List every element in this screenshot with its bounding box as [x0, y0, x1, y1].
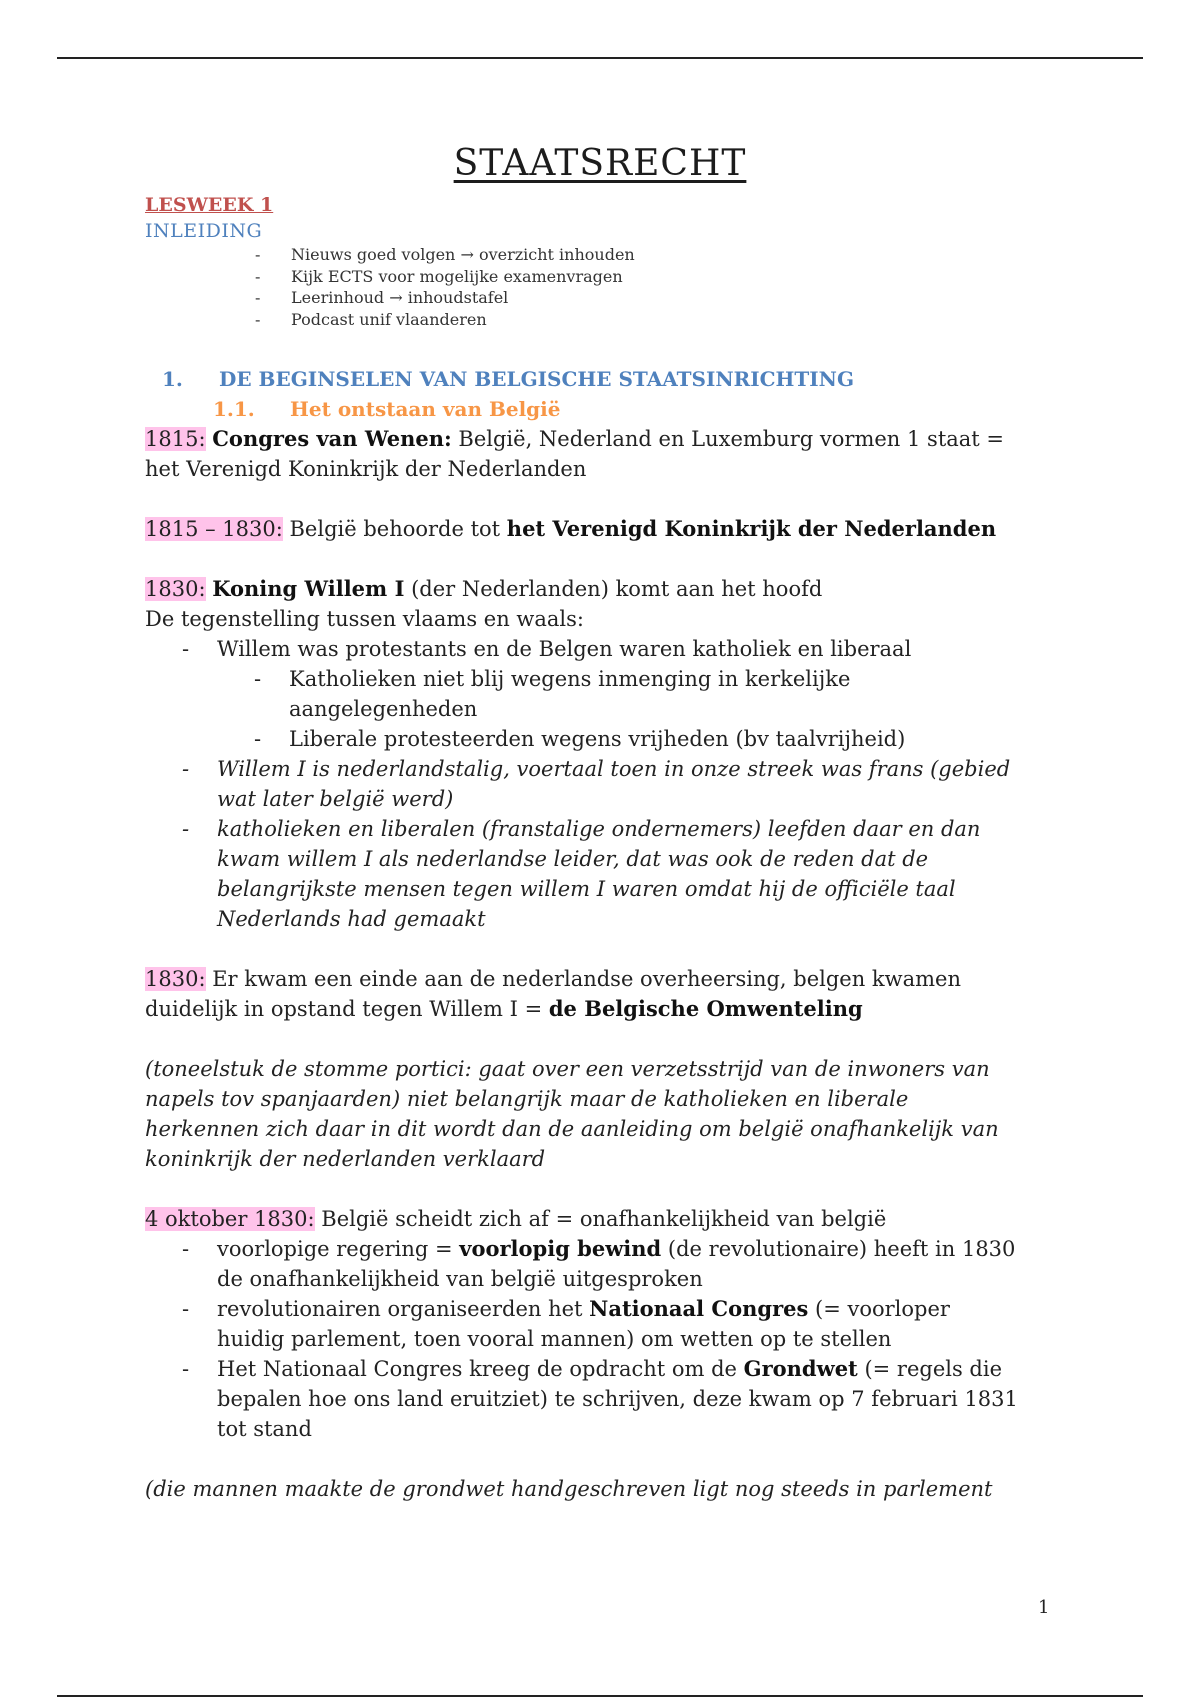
bold-term: Grondwet: [743, 1356, 858, 1381]
list-item: - Willem was protestants en de Belgen waren katholiek en liberaal - Katholieken niet blij wegens inmenging in kerkelijke aangelegenheden - Liberale protesteerden wegens vrijheden (bv taalvrijheid): [145, 634, 1065, 754]
subsection-heading-1-1: [145, 394, 1065, 424]
bold-term: het Verenigd Koninkrijk der Nederlanden: [506, 516, 997, 541]
sub-list: [217, 664, 1065, 754]
tegenstelling-list: [145, 634, 1065, 934]
page-number: 1: [1038, 1597, 1050, 1618]
paragraph-4-oktober: 4 oktober 1830: België scheidt zich af = onafhankelijkheid van belgië: [145, 1207, 887, 1231]
paragraph-1830-willem: 1830: Koning Willem I (der Nederlanden) komt aan het hoofd De tegenstelling tussen vlaams en waals:: [145, 576, 823, 631]
paragraph-grondwet-note: (die mannen maakte de grondwet handgeschreven ligt nog steeds in parlement: [145, 1477, 993, 1501]
bold-term: Congres van Wenen:: [212, 426, 452, 451]
document-body: [145, 192, 1065, 1504]
paragraph-1815-1830: 1815 – 1830: België behoorde tot het Verenigd Koninkrijk der Nederlanden: [145, 516, 997, 541]
date-highlight: 1830:: [145, 967, 206, 991]
date-highlight: 1830:: [145, 577, 206, 601]
bold-term: de Belgische Omwenteling: [548, 996, 863, 1021]
section-heading-1: [145, 364, 1065, 394]
list-item: - Katholieken niet blij wegens inmenging in kerkelijke aangelegenheden: [217, 664, 1065, 724]
page-title: STAATSRECHT: [453, 143, 747, 184]
paragraph-1815: 1815: Congres van Wenen: België, Nederland en Luxemburg vormen 1 staat = het Verenigd Koninkrijk der Nederlanden: [145, 426, 1005, 481]
date-highlight: 4 oktober 1830:: [145, 1207, 315, 1231]
list-item: - Liberale protesteerden wegens vrijheden (bv taalvrijheid): [217, 724, 1065, 754]
list-item: - Nieuws goed volgen → overzicht inhouden: [255, 244, 1065, 266]
list-item: - Podcast unif vlaanderen: [255, 309, 1065, 331]
inleiding-list: [255, 244, 1065, 330]
bold-term: voorlopig bewind: [459, 1236, 662, 1261]
list-item: - Leerinhoud → inhoudstafel: [255, 287, 1065, 309]
list-item: - Willem I is nederlandstalig, voertaal toen in onze streek was frans (gebied wat later belgië werd): [145, 754, 1065, 814]
onafhankelijkheid-list: [145, 1234, 1065, 1444]
footer-rule: [57, 1695, 1143, 1697]
header-rule: [57, 57, 1143, 59]
bold-term: Koning Willem I: [212, 576, 405, 601]
subsection-number: 1.1.: [213, 397, 255, 421]
list-item: - Kijk ECTS voor mogelijke examenvragen: [255, 266, 1065, 288]
section-title: DE BEGINSELEN VAN BELGISCHE STAATSINRICHTING: [219, 367, 855, 391]
list-item: - katholieken en liberalen (franstalige ondernemers) leefden daar en dan kwam willem I als nederlandse leider, dat was ook de reden dat de belangrijkste mensen tegen willem I waren omdat hij de officiële taal Nederlands had gemaakt: [145, 814, 1065, 934]
section-number: 1.: [162, 367, 183, 391]
inleiding-heading: INLEIDING: [145, 220, 263, 242]
list-item: - voorlopige regering = voorlopig bewind (de revolutionaire) heeft in 1830 de onafhankelijkheid van belgië uitgesproken: [145, 1234, 1065, 1294]
date-highlight: 1815 – 1830:: [145, 517, 283, 541]
list-item: - revolutionairen organiseerden het Nationaal Congres (= voorloper huidig parlement, toen vooral mannen) om wetten op te stellen: [145, 1294, 1065, 1354]
lesweek-label: LESWEEK 1: [145, 194, 274, 216]
paragraph-toneelstuk: (toneelstuk de stomme portici: gaat over een verzetsstrijd van de inwoners van napels tov spanjaarden) niet belangrijk maar de katholieken en liberale herkennen zich daar in dit wordt dan de aanleiding om belgië onafhankelijk van koninkrijk der nederlanden verklaard: [145, 1057, 999, 1171]
subsection-title: Het ontstaan van België: [290, 397, 561, 421]
bold-term: Nationaal Congres: [589, 1296, 809, 1321]
list-item: - Het Nationaal Congres kreeg de opdracht om de Grondwet (= regels die bepalen hoe ons land eruitziet) te schrijven, deze kwam op 7 februari 1831 tot stand: [145, 1354, 1065, 1444]
paragraph-1830-omwenteling: 1830: Er kwam een einde aan de nederlandse overheersing, belgen kwamen duidelijk in opstand tegen Willem I = de Belgische Omwenteling: [145, 967, 962, 1021]
date-highlight: 1815:: [145, 427, 206, 451]
